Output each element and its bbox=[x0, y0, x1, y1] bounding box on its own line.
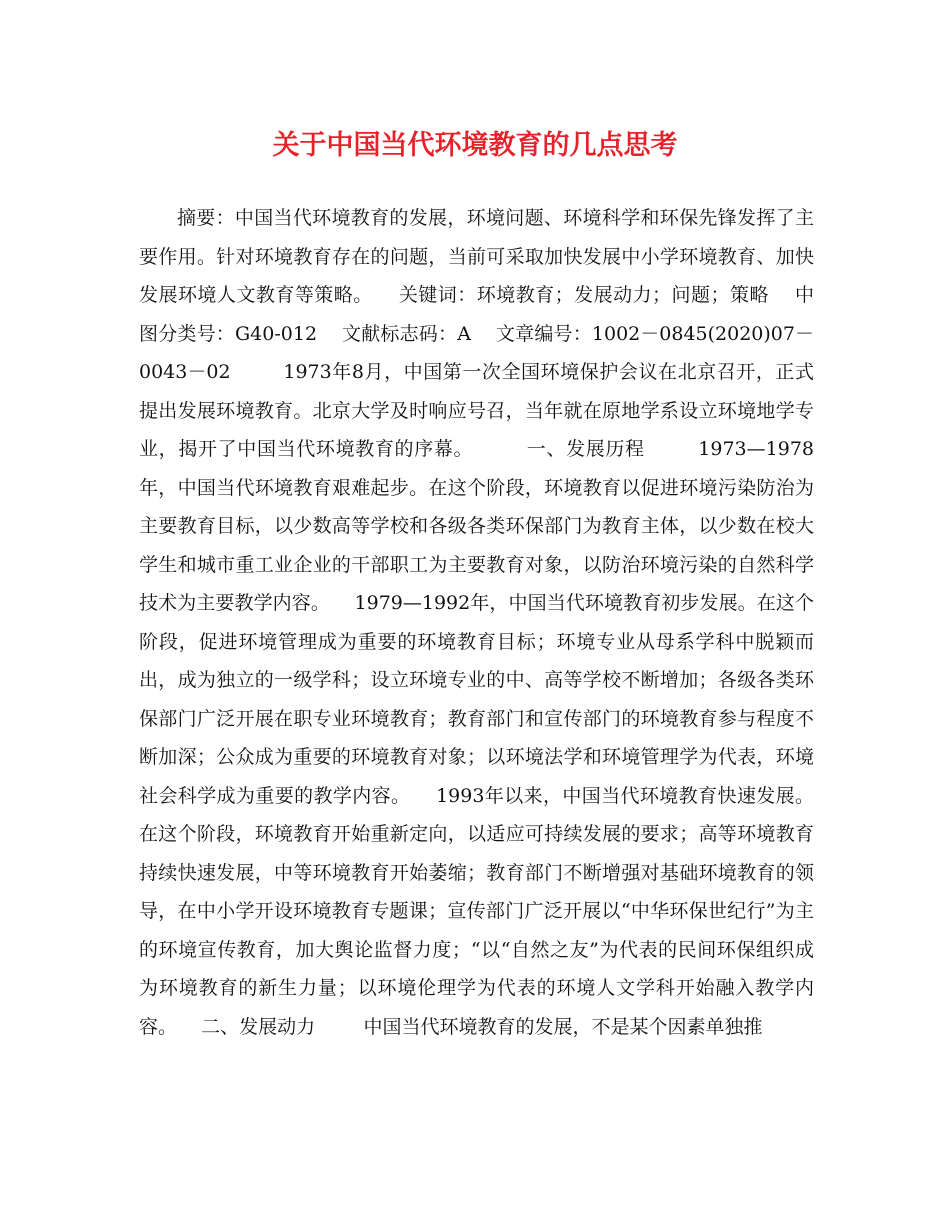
document-title: 关于中国当代环境教育的几点思考 bbox=[272, 130, 678, 161]
document-body: 摘要：中国当代环境教育的发展，环境问题、环境科学和环保先锋发挥了主要作用。针对环境教育存在的问题，当前可采取加快发展中小学环境教育、加快发展环境人文教育等策略。 关键词：环境教育；发展动力；问题；策略 中图分类号：G40-012 文献标志码：A 文章编号：1002－0845(2020)07－0043－02 1973年8月，中国第一次全国环境保护会议在北京召开，正式提出发展环境教育。北京大学及时响应号召，当年就在原地学系设立环境地学专业，揭开了中国当代环境教育的序幕。 一、发展历程 1973—1978年，中国当代环境教育艰难起步。在这个阶段，环境教育以促进环境污染防治为主要教育目标，以少数高等学校和各级各类环保部门为教育主体，以少数在校大学生和城市重工业企业的干部职工为主要教育对象，以防治环境污染的自然科学技术为主要教学内容。 1979—1992年，中国当代环境教育初步发展。在这个阶段，促进环境管理成为重要的环境教育目标；环境专业从母系学科中脱颖而出，成为独立的一级学科；设立环境专业的中、高等学校不断增加；各级各类环保部门广泛开展在职专业环境教育；教育部门和宣传部门的环境教育参与程度不断加深；公众成为重要的环境教育对象；以环境法学和环境管理学为代表，环境社会科学成为重要的教学内容。 1993年以来，中国当代环境教育快速发展。在这个阶段，环境教育开始重新定向，以适应可持续发展的要求；高等环境教育持续快速发展，中等环境教育开始萎缩；教育部门不断增强对基础环境教育的领导，在中小学开设环境教育专题课；宣传部门广泛开展以“中华环保世纪行”为主的环境宣传教育，加大舆论监督力度；“以“自然之友”为代表的民间环保组织成为环境教育的新生力量；以环境伦理学为代表的环境人文学科开始融入教学内容。 二、发展动力 中国当代环境教育的发展，不是某个因素单独推 bbox=[139, 207, 814, 1038]
